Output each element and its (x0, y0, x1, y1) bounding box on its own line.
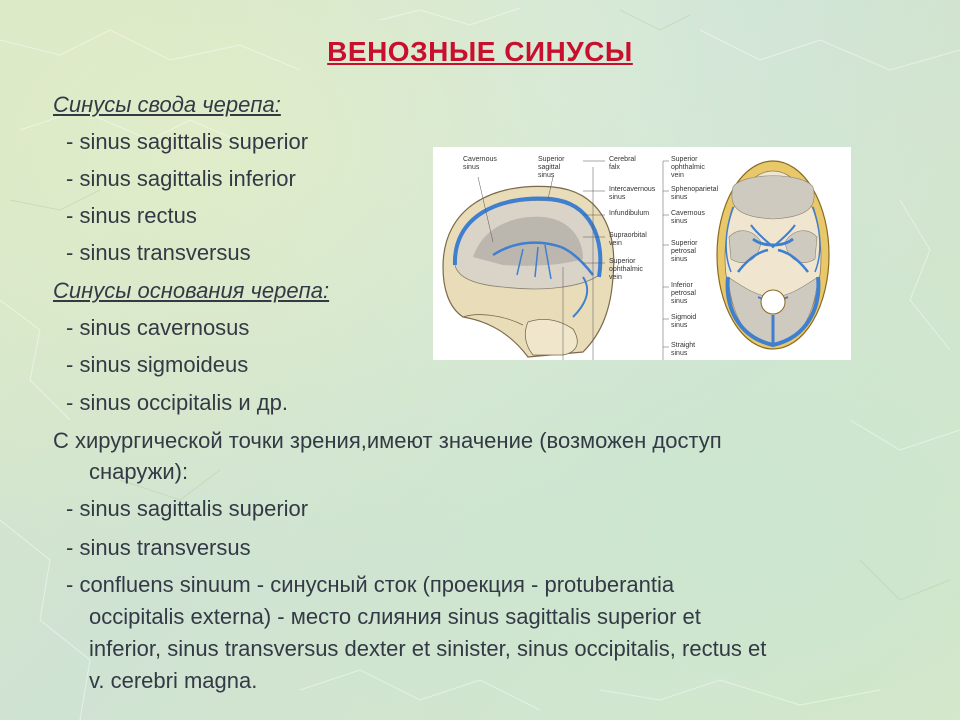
list-item: - sinus occipitalis и др. (66, 390, 288, 415)
axial-skull-base-drawing (717, 161, 829, 349)
list-item-continued: inferior, sinus transversus dexter et sinister, sinus occipitalis, rectus et (89, 636, 767, 661)
figure-label: ophthalmic (671, 164, 705, 171)
surgical-intro: С хирургической точки зрения,имеют значение (возможен доступ (53, 428, 722, 453)
figure-label: sinus (538, 172, 555, 179)
figure-label: Inferior (671, 282, 693, 289)
figure-label: Sigmoid (671, 314, 697, 321)
figure-label: sinus (671, 194, 688, 201)
list-item: - sinus cavernosus (66, 315, 250, 340)
list-item: - sinus transversus (66, 240, 251, 265)
figure-label: Sphenoparietal (671, 186, 719, 193)
figure-label: sinus (671, 298, 688, 305)
figure-label: Infundibulum (609, 210, 650, 217)
figure-label: Superior (609, 258, 636, 265)
figure-label: vein (671, 172, 684, 179)
figure-label: sinus (671, 350, 688, 357)
slide-title: ВЕНОЗНЫЕ СИНУСЫ (327, 36, 633, 67)
list-item: - sinus sagittalis superior (66, 496, 309, 521)
figure-label: Straight (671, 342, 696, 349)
figure-label: Superior (671, 156, 698, 163)
figure-label: vein (609, 240, 622, 247)
figure-label: sinus (463, 164, 480, 171)
figure-label: sinus (671, 322, 688, 329)
figure-label: petrosal (671, 290, 696, 297)
figure-label: sagittal (538, 164, 561, 171)
list-item: - sinus sigmoideus (66, 352, 249, 377)
figure-label: Cavernous (463, 156, 497, 163)
figure-label: Cerebral (609, 156, 636, 163)
list-item: - sinus rectus (66, 203, 197, 228)
figure-label: Cavernous (671, 210, 705, 217)
figure-label: sinus (671, 218, 688, 225)
axial-leader-lines (663, 161, 669, 360)
list-item-continued: occipitalis externa) - место слияния sinus sagittalis superior et (89, 604, 701, 629)
figure-label: petrosal (671, 248, 696, 255)
figure-label: sinus (609, 194, 626, 201)
figure-label: vein (609, 274, 622, 281)
figure-label: Superior (538, 156, 565, 163)
figure-label: sinus (671, 256, 688, 263)
list-item: - sinus transversus (66, 535, 251, 560)
vault-sinuses-heading: Синусы свода черепа: (53, 92, 281, 117)
figure-label: Supraorbital (609, 232, 647, 239)
sagittal-skull-drawing (443, 186, 614, 357)
list-item-continued: v. cerebri magna. (89, 668, 258, 693)
figure-label: falx (609, 164, 620, 171)
skull-diagram (433, 147, 851, 360)
base-sinuses-heading: Синусы основания черепа: (53, 278, 330, 303)
figure-label: Intercavernous (609, 186, 656, 193)
list-item: - sinus sagittalis superior (66, 129, 309, 154)
figure-label: ophthalmic (609, 266, 643, 273)
list-item: - sinus sagittalis inferior (66, 166, 296, 191)
list-item: - confluens sinuum - синусный сток (проекция - protuberantia (66, 572, 675, 597)
venous-sinuses-illustration (433, 147, 851, 360)
figure-label: Superior (671, 240, 698, 247)
surgical-intro-continued: снаружи): (89, 459, 189, 484)
